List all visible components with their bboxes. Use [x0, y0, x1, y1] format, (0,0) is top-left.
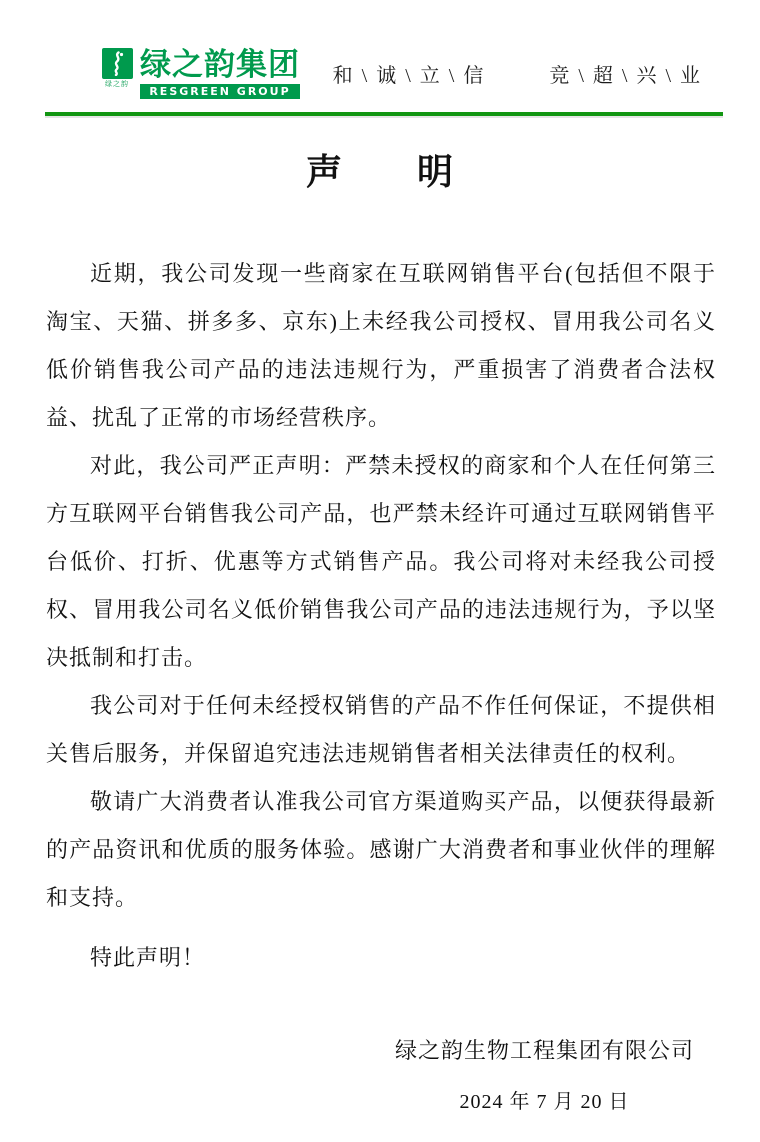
statement-date: 2024 年 7 月 20 日: [459, 1091, 630, 1113]
signature-block: [0, 1026, 760, 1126]
closing-line: 特此声明！: [90, 945, 206, 970]
brand-logo: [100, 48, 300, 99]
logo-wordmark: [140, 48, 300, 99]
paragraph: 敬请广大消费者认准我公司官方渠道购买产品，以便获得最新的产品资讯和优质的服务体验。感谢广大消费者和事业伙伴的理解和支持。: [46, 789, 716, 910]
letterhead: [0, 0, 760, 100]
logo-name-cn: 绿之韵集团: [140, 46, 300, 83]
divider-rule: [45, 112, 723, 116]
page-title: 声 明: [305, 152, 454, 192]
statement-body: [0, 250, 760, 982]
logo-mark-box: [102, 48, 133, 79]
paragraph: 对此，我公司严正声明：严禁未授权的商家和个人在任何第三方互联网平台销售我公司产品，也严禁未经许可通过互联网销售平台低价、打折、优惠等方式销售产品。我公司将对未经我公司授权、冒用我公司名义低价销售我公司产品的违法违规行为，予以坚决抵制和打击。: [46, 453, 716, 670]
logo-mark-caption: 绿之韵: [105, 79, 129, 88]
paragraph: 近期，我公司发现一些商家在互联网销售平台(包括但不限于淘宝、天猫、拼多多、京东)上未经我公司授权、冒用我公司名义低价销售我公司产品的违法违规行为，严重损害了消费者合法权益、扰乱了正常的市场经营秩序。: [46, 261, 716, 430]
dancer-sprout-icon: [105, 51, 130, 76]
slogan-right: 竞 \ 超 \ 兴 \ 业: [549, 64, 702, 87]
slogan-left: 和 \ 诚 \ 立 \ 信: [332, 64, 486, 87]
paragraph: 我公司对于任何未经授权销售的产品不作任何保证，不提供相关售后服务，并保留追究违法违规销售者相关法律责任的权利。: [46, 693, 716, 766]
logo-name-en: RESGREEN GROUP: [140, 84, 300, 99]
company-name: 绿之韵生物工程集团有限公司: [394, 1038, 694, 1063]
header-slogans: [300, 59, 720, 88]
logo-mark: [100, 48, 134, 88]
